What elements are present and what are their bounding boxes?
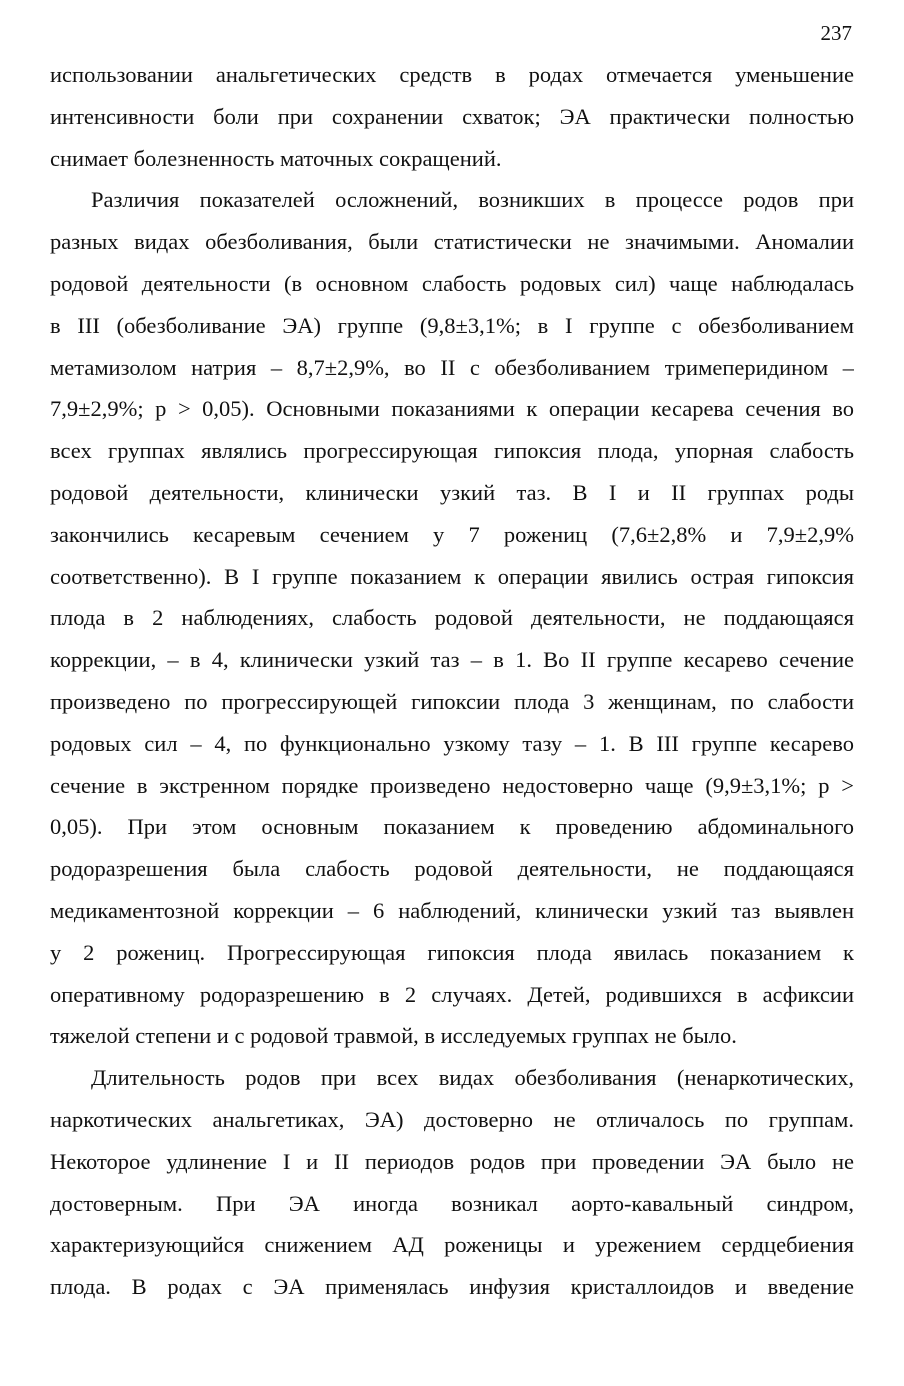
paragraph xyxy=(50,54,854,179)
text-line: наркотических анальгетиках, ЭА) достоверно не отличалось по группам. xyxy=(50,1106,854,1132)
text-line: родовой деятельности (в основном слабость родовых сил) чаще наблюдалась xyxy=(50,270,854,296)
paragraph xyxy=(50,1057,854,1308)
text-line: разных видах обезболивания, были статистически не значимыми. Аномалии xyxy=(50,229,854,255)
text-line: родовых сил – 4, по функционально узкому тазу – 1. В III группе кесарево xyxy=(50,730,854,756)
text-line: медикаментозной коррекции – 6 наблюдений, клинически узкий таз выявлен xyxy=(50,897,854,923)
text-line: всех группах являлись прогрессирующая гипоксия плода, упорная слабость xyxy=(50,438,854,464)
text-line: оперативному родоразрешению в 2 случаях. Детей, родившихся в асфиксии xyxy=(50,981,854,1007)
text-line: закончились кесаревым сечением у 7 рожениц (7,6±2,8% и 7,9±2,9% xyxy=(50,521,854,547)
text-line: тяжелой степени и с родовой травмой, в исследуемых группах не было. xyxy=(50,1023,737,1049)
text-line: использовании анальгетических средств в родах отмечается уменьшение xyxy=(50,62,854,87)
text-line: 0,05). При этом основным показанием к проведению абдоминального xyxy=(50,814,854,840)
text-line: родоразрешения была слабость родовой деятельности, не поддающаяся xyxy=(50,856,854,882)
text-line: Некоторое удлинение I и II периодов родов при проведении ЭА было не xyxy=(50,1148,854,1174)
text-line: коррекции, – в 4, клинически узкий таз – в 1. Во II группе кесарево сечение xyxy=(50,647,854,673)
text-line: у 2 рожениц. Прогрессирующая гипоксия плода явилась показанием к xyxy=(50,939,854,965)
text-line: плода в 2 наблюдениях, слабость родовой деятельности, не поддающаяся xyxy=(50,605,854,631)
text-line: метамизолом натрия – 8,7±2,9%, во II с обезболиванием тримеперидином – xyxy=(50,354,854,380)
text-line: Длительность родов при всех видах обезболивания (ненаркотических, xyxy=(91,1065,854,1091)
text-line: интенсивности боли при сохранении схваток; ЭА практически полностью xyxy=(50,103,854,129)
page-number: 237 xyxy=(820,21,852,45)
paragraph xyxy=(50,179,854,1057)
text-line: родовой деятельности, клинически узкий таз. В I и II группах роды xyxy=(50,479,854,505)
text-line: произведено по прогрессирующей гипоксии плода 3 женщинам, по слабости xyxy=(50,688,854,714)
text-line: сечение в экстренном порядке произведено недостоверно чаще (9,9±3,1%; p > xyxy=(50,772,854,798)
text-line: соответственно). В I группе показанием к операции явились острая гипоксия xyxy=(50,563,854,589)
text-line: достоверным. При ЭА иногда возникал аорто-кавальный синдром, xyxy=(50,1190,854,1216)
text-line: характеризующийся снижением АД роженицы и урежением сердцебиения xyxy=(50,1232,854,1258)
text-line: 7,9±2,9%; p > 0,05). Основными показаниями к операции кесарева сечения во xyxy=(50,396,854,422)
text-body xyxy=(50,54,854,1308)
text-line: Различия показателей осложнений, возникших в процессе родов при xyxy=(91,187,854,213)
text-line: плода. В родах с ЭА применялась инфузия кристаллоидов и введение xyxy=(50,1274,854,1300)
text-line: в III (обезболивание ЭА) группе (9,8±3,1%; в I группе с обезболиванием xyxy=(50,312,854,338)
text-line: снимает болезненность маточных сокращений. xyxy=(50,145,502,171)
